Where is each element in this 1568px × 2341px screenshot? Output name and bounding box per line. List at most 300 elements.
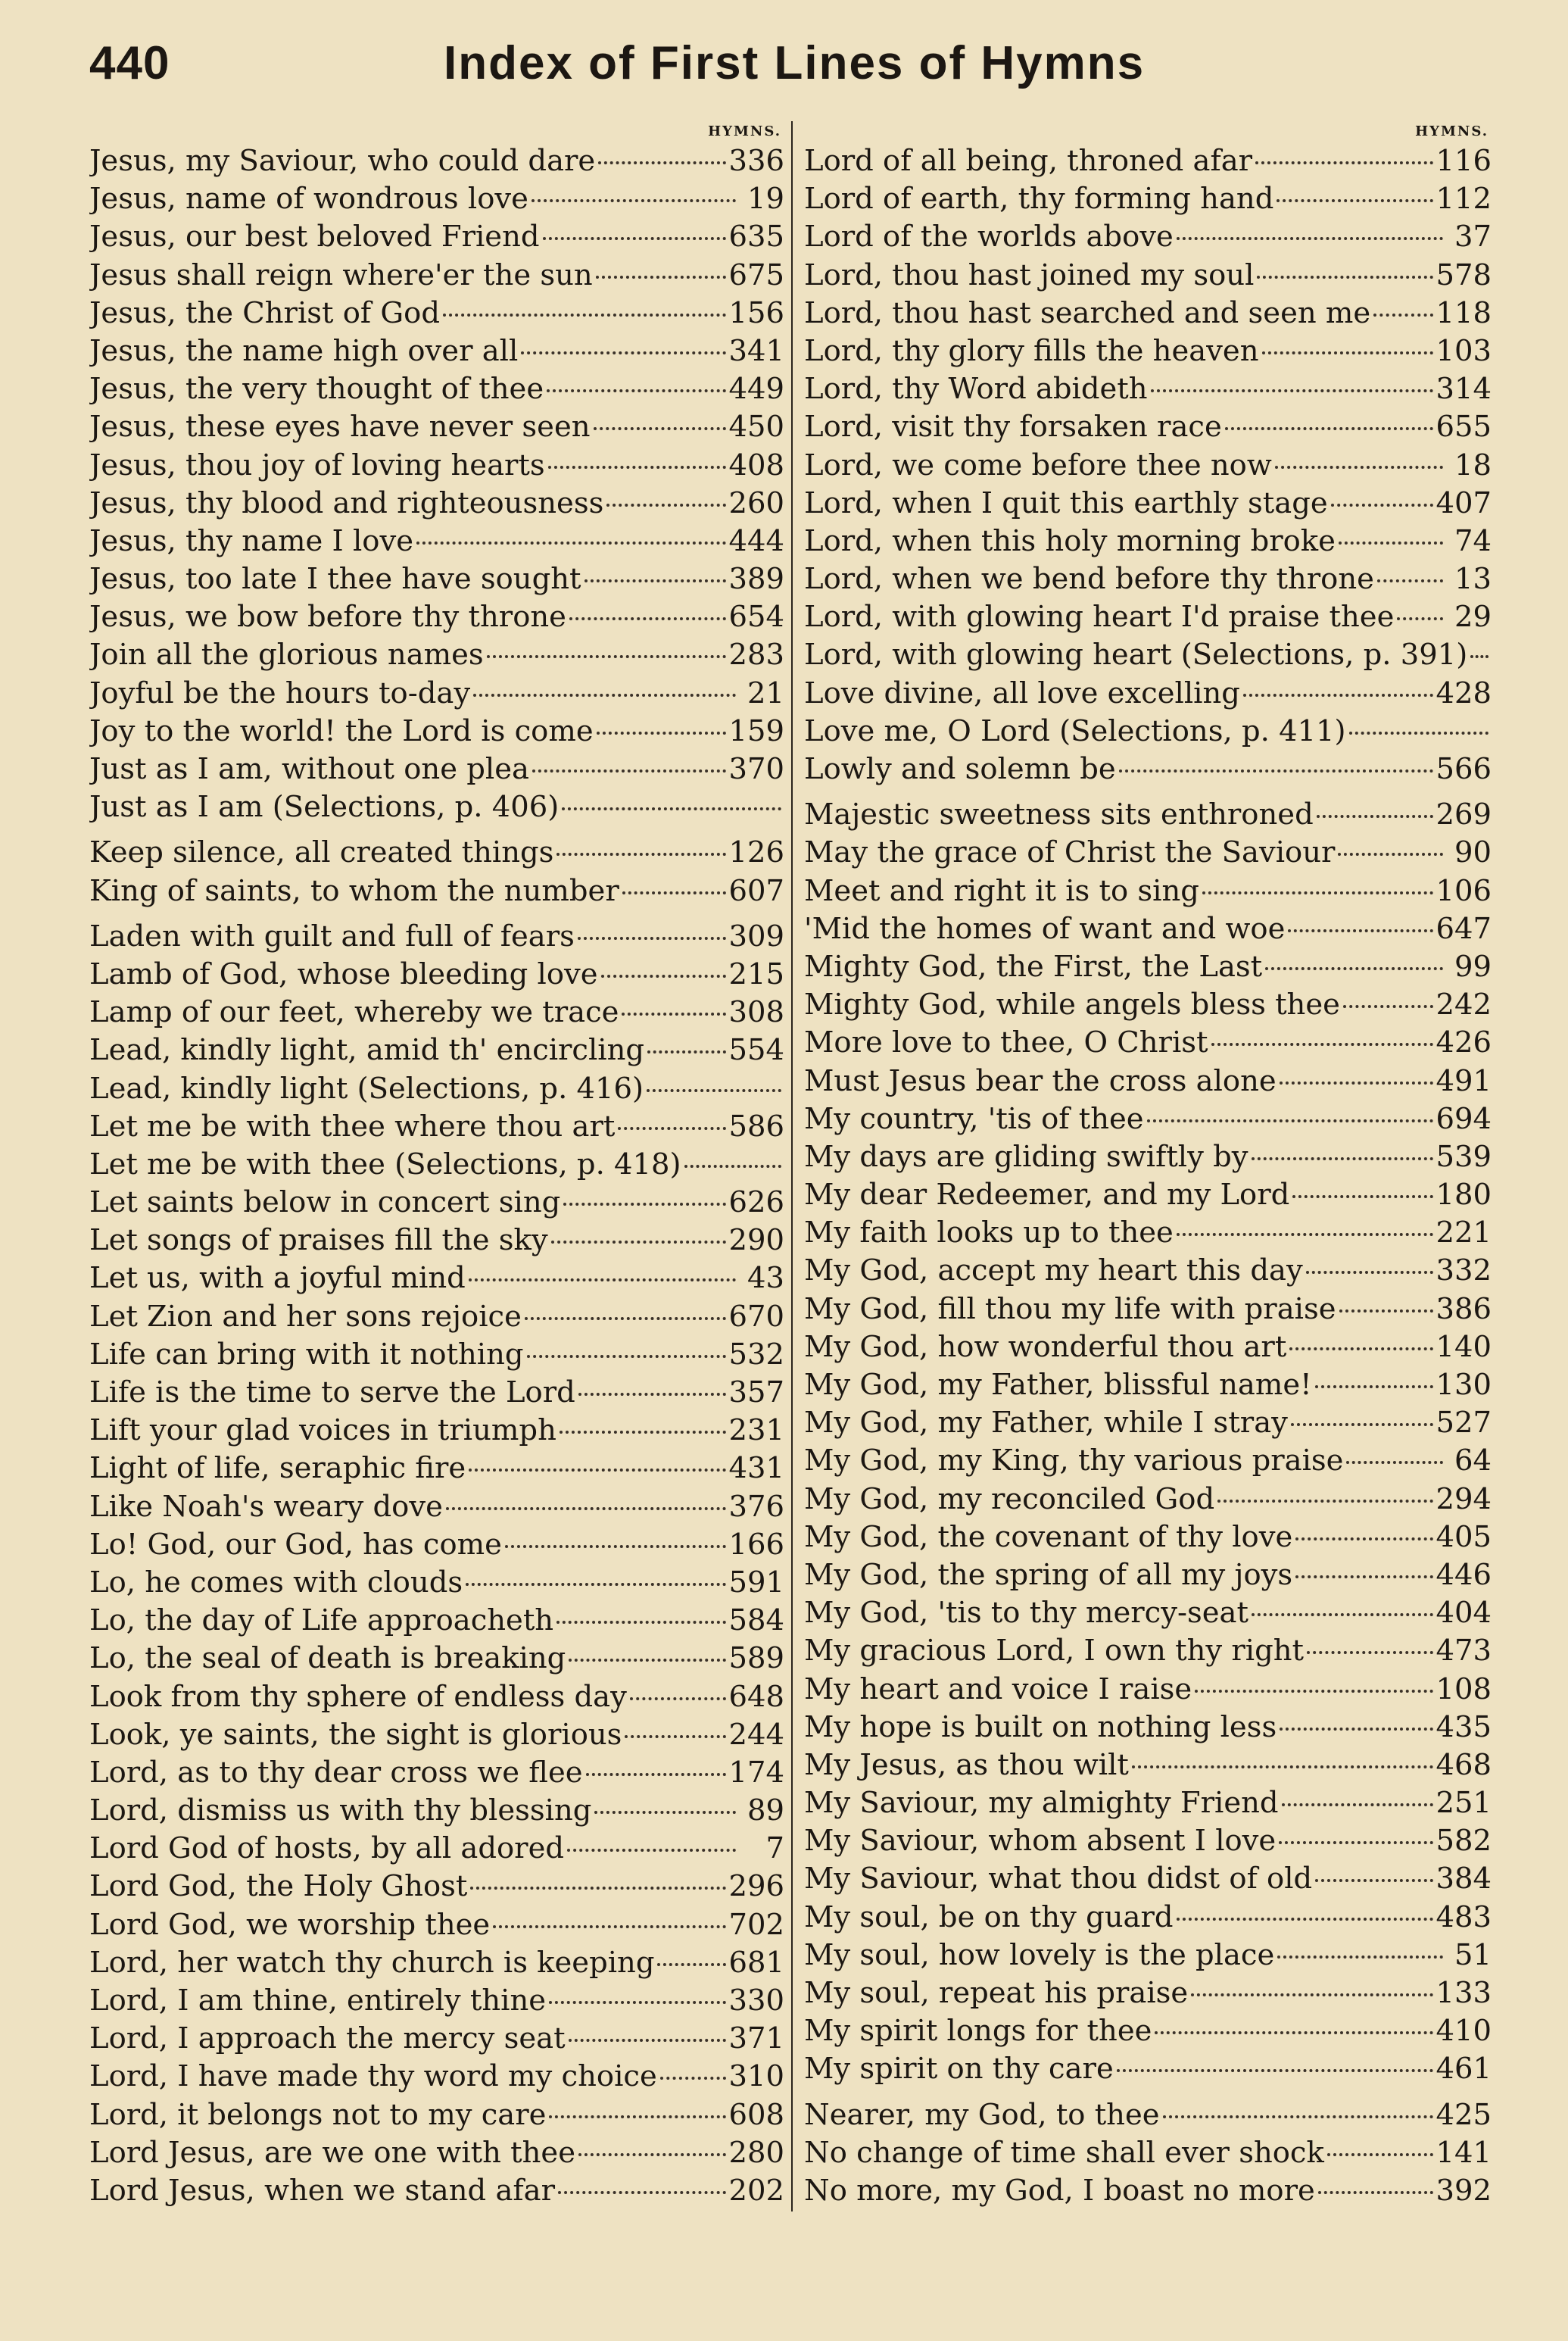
index-entry — [89, 1412, 784, 1450]
index-entry — [804, 218, 1492, 256]
index-entry — [804, 1784, 1492, 1822]
first-line-text: My God, 'tis to thy mercy-seat — [804, 1596, 1248, 1631]
index-entry — [89, 295, 784, 332]
index-entry — [89, 1830, 784, 1868]
dot-leader — [569, 2039, 726, 2042]
first-line-text: My spirit longs for thee — [804, 2014, 1152, 2049]
hymn-number: 89 — [747, 1793, 784, 1828]
dot-leader — [586, 1773, 726, 1776]
dot-leader — [1377, 579, 1443, 582]
index-entry — [89, 2172, 784, 2210]
first-line-text: Mighty God, while angels bless thee — [804, 988, 1340, 1022]
dot-leader — [1289, 1347, 1432, 1350]
hymn-number: 310 — [728, 2059, 784, 2094]
index-entry — [89, 994, 784, 1032]
first-line-text: Jesus, these eyes have never seen — [89, 410, 591, 445]
index-entry — [804, 2134, 1492, 2172]
first-line-text: Jesus, our best beloved Friend — [89, 220, 540, 254]
first-line-text: Lamb of God, whose bleeding love — [89, 957, 598, 991]
hymn-number: 468 — [1436, 1747, 1492, 1782]
dot-leader — [493, 1925, 725, 1928]
index-entry — [89, 1944, 784, 1982]
hymn-number: 231 — [728, 1413, 784, 1448]
hymn-number: 13 — [1454, 562, 1492, 597]
hymn-number: 133 — [1436, 1976, 1492, 2010]
hymn-index-list — [89, 142, 784, 2210]
hymns-column-label: HYMNS. — [1415, 123, 1489, 139]
page-number: 440 — [89, 37, 170, 89]
first-line-text: Let saints below in concert sing — [89, 1185, 561, 1220]
first-line-text: My God, accept my heart this day — [804, 1253, 1303, 1288]
index-entry — [89, 751, 784, 788]
hymn-number: 404 — [1436, 1596, 1492, 1631]
hymn-number: 296 — [728, 1869, 784, 1904]
index-entry — [89, 2096, 784, 2134]
dot-leader — [1252, 1613, 1433, 1616]
index-entry — [89, 2058, 784, 2096]
dot-leader — [1279, 1841, 1432, 1844]
first-line-text: My soul, be on thy guard — [804, 1899, 1174, 1934]
index-entry — [89, 918, 784, 956]
hymn-number: 491 — [1436, 1063, 1492, 1098]
first-line-text: Keep silence, all created things — [89, 835, 554, 870]
index-entry — [89, 1868, 784, 1906]
dot-leader — [473, 694, 736, 697]
first-line-text: Lift your glad voices in triumph — [89, 1413, 556, 1448]
first-line-text: Lo, the seal of death is breaking — [89, 1641, 566, 1676]
hymn-number: 435 — [1436, 1709, 1492, 1744]
first-line-text: Lead, kindly light, amid th' encircling — [89, 1033, 645, 1068]
dot-leader — [647, 1050, 725, 1053]
hymn-index-list — [804, 142, 1492, 2210]
dot-leader — [1257, 276, 1432, 279]
hymn-number: 108 — [1436, 1671, 1492, 1706]
dot-leader — [578, 937, 726, 940]
first-line-text: My God, how wonderful thou art — [804, 1329, 1287, 1364]
hymn-number: 357 — [728, 1375, 784, 1409]
hymn-number: 330 — [728, 1984, 784, 2018]
hymn-number: 428 — [1436, 676, 1492, 710]
hymn-number: 332 — [1436, 1253, 1492, 1288]
dot-leader — [549, 2001, 725, 2004]
index-entry — [804, 295, 1492, 332]
hymn-number: 461 — [1436, 2052, 1492, 2087]
hymn-number: 141 — [1436, 2135, 1492, 2170]
index-entry — [804, 1176, 1492, 1214]
hymn-number: 290 — [728, 1223, 784, 1258]
first-line-text: Life can bring with it nothing — [89, 1337, 524, 1372]
dot-leader — [1282, 1803, 1433, 1806]
first-line-text: Lord of earth, thy forming hand — [804, 182, 1274, 217]
index-entry — [804, 2096, 1492, 2134]
hymn-number: 294 — [1436, 1481, 1492, 1516]
dot-leader — [1191, 1993, 1432, 1996]
dot-leader — [549, 2115, 725, 2118]
first-line-text: Majestic sweetness sits enthroned — [804, 798, 1314, 832]
hymn-number: 118 — [1436, 295, 1492, 330]
first-line-text: Joy to the world! the Lord is come — [89, 713, 594, 748]
first-line-text: Lord, dismiss us with thy blessing — [89, 1793, 592, 1828]
hymn-number: 18 — [1454, 448, 1492, 482]
hymn-number: 43 — [747, 1261, 784, 1296]
hymn-number: 308 — [728, 995, 784, 1030]
hymn-number: 7 — [765, 1831, 784, 1866]
dot-leader — [567, 1849, 736, 1852]
index-entry — [804, 1366, 1492, 1404]
index-entry — [89, 1602, 784, 1640]
hymn-number: 449 — [728, 372, 784, 407]
dot-leader — [1262, 351, 1433, 354]
index-entry — [804, 986, 1492, 1024]
index-entry — [804, 1746, 1492, 1784]
hymn-number: 202 — [728, 2173, 784, 2208]
first-line-text: Lord God of hosts, by all adored — [89, 1831, 565, 1866]
hymn-number: 450 — [728, 410, 784, 445]
dot-leader — [584, 579, 726, 582]
first-line-text: My hope is built on nothing less — [804, 1709, 1277, 1744]
first-line-text: My spirit on thy care — [804, 2052, 1114, 2087]
hymn-number: 215 — [728, 957, 784, 991]
first-line-text: 'Mid the homes of want and woe — [804, 911, 1286, 946]
hymn-number: 473 — [1436, 1634, 1492, 1668]
dot-leader — [416, 542, 725, 545]
hymn-number: 242 — [1436, 988, 1492, 1022]
hymn-number: 527 — [1436, 1406, 1492, 1440]
index-entry — [89, 713, 784, 751]
first-line-text: Lo, the day of Life approacheth — [89, 1603, 554, 1638]
dot-leader — [1217, 1500, 1432, 1503]
first-line-text: Nearer, my God, to thee — [804, 2097, 1160, 2132]
hymn-number: 655 — [1436, 410, 1492, 445]
dot-leader — [469, 1278, 736, 1281]
dot-leader — [547, 389, 725, 392]
dot-leader — [1177, 1233, 1433, 1236]
index-entry — [804, 1632, 1492, 1670]
hymn-number: 376 — [728, 1489, 784, 1524]
first-line-text: Lord, thy Word abideth — [804, 372, 1148, 407]
index-entry — [89, 788, 784, 826]
first-line-text: Lord Jesus, when we stand afar — [89, 2173, 556, 2208]
first-line-text: Let me be with thee where thou art — [89, 1109, 616, 1144]
first-line-text: Lord God, we worship thee — [89, 1907, 491, 1942]
dot-leader — [1339, 1309, 1433, 1313]
hymn-number: 244 — [728, 1717, 784, 1752]
index-entry — [89, 523, 784, 560]
index-entry — [804, 1138, 1492, 1176]
first-line-text: Just as I am, without one plea — [89, 752, 529, 786]
dot-leader — [1327, 2153, 1433, 2156]
first-line-text: Lord, when I quit this earthly stage — [804, 485, 1328, 520]
dot-leader — [1211, 1043, 1433, 1046]
first-line-text: My God, the covenant of thy love — [804, 1519, 1293, 1554]
index-entry — [89, 1450, 784, 1487]
hymn-number: 389 — [728, 562, 784, 597]
first-line-text: Jesus, too late I thee have sought — [89, 562, 581, 597]
hymn-number: 126 — [728, 835, 784, 870]
dot-leader — [1295, 1575, 1432, 1578]
left-column — [89, 121, 784, 2210]
first-line-text: My Saviour, my almighty Friend — [804, 1786, 1279, 1821]
hymn-number: 174 — [728, 1755, 784, 1790]
hymn-number: 647 — [1436, 911, 1492, 946]
hymn-number: 159 — [728, 713, 784, 748]
first-line-text: Lord God, the Holy Ghost — [89, 1869, 468, 1904]
hymn-number: 584 — [728, 1603, 784, 1638]
dot-leader — [525, 1317, 726, 1320]
first-line-text: Lord, thou hast joined my soul — [804, 258, 1255, 292]
index-entry — [804, 636, 1492, 674]
hymn-number: 336 — [728, 144, 784, 178]
dot-leader — [469, 1469, 725, 1472]
dot-leader — [578, 2153, 726, 2156]
dot-leader — [1280, 1082, 1433, 1085]
index-entry — [804, 2050, 1492, 2088]
dot-leader — [1252, 1157, 1433, 1160]
hymn-number: 90 — [1454, 835, 1492, 870]
hymn-number: 446 — [1436, 1557, 1492, 1592]
hymn-number: 386 — [1436, 1291, 1492, 1326]
index-entry — [89, 1716, 784, 1754]
index-entry — [89, 485, 784, 523]
first-line-text: Jesus, the Christ of God — [89, 295, 440, 330]
first-line-text: Lord, as to thy dear cross we flee — [89, 1755, 583, 1790]
dot-leader — [1151, 389, 1433, 392]
hymn-number: 532 — [728, 1337, 784, 1372]
dot-leader — [1147, 1119, 1433, 1122]
index-entry — [89, 1146, 784, 1184]
index-entry — [804, 1594, 1492, 1632]
first-line-text: Jesus, the name high over all — [89, 333, 519, 368]
first-line-text: Jesus, thy name I love — [89, 523, 414, 558]
index-entry — [89, 370, 784, 408]
dot-leader — [1306, 1271, 1433, 1274]
index-entry — [89, 1792, 784, 1830]
first-line-text: Jesus, my Saviour, who could dare — [89, 144, 596, 178]
hymn-number: 405 — [1436, 1519, 1492, 1554]
dot-leader — [1349, 732, 1489, 735]
hymn-number: 410 — [1436, 2014, 1492, 2049]
index-entry — [89, 1564, 784, 1602]
dot-leader — [598, 161, 725, 164]
first-line-text: Jesus, thou joy of loving hearts — [89, 448, 545, 482]
hymns-column-label: HYMNS. — [708, 123, 781, 139]
index-entry — [89, 408, 784, 446]
hymn-number: 260 — [728, 485, 784, 520]
first-line-text: Lord, I am thine, entirely thine — [89, 1984, 547, 2018]
first-line-text: My God, the spring of all my joys — [804, 1557, 1293, 1592]
dot-leader — [578, 1393, 726, 1396]
index-entry — [89, 1070, 784, 1108]
hymn-number: 180 — [1436, 1178, 1492, 1213]
dot-leader — [597, 732, 726, 735]
index-entry — [804, 1519, 1492, 1556]
first-line-text: Jesus, thy blood and righteousness — [89, 485, 604, 520]
hymn-number: 694 — [1436, 1101, 1492, 1136]
first-line-text: My God, my Father, while I stray — [804, 1406, 1288, 1440]
index-entry — [89, 257, 784, 295]
dot-leader — [569, 1659, 725, 1662]
dot-leader — [1343, 1005, 1433, 1008]
hymn-number: 106 — [1436, 873, 1492, 908]
index-entry — [804, 1291, 1492, 1328]
index-entry — [89, 872, 784, 910]
first-line-text: Look from thy sphere of endless day — [89, 1679, 627, 1714]
first-line-text: Lord of all being, throned afar — [804, 144, 1253, 178]
index-entry — [804, 872, 1492, 910]
index-entry — [804, 1063, 1492, 1100]
hymn-number: 156 — [728, 295, 784, 330]
index-entry — [804, 1974, 1492, 2012]
first-line-text: Lord, we come before thee now — [804, 448, 1272, 482]
first-line-text: Let me be with thee (Selections, p. 418) — [89, 1147, 681, 1181]
index-entry — [804, 598, 1492, 636]
index-entry — [89, 560, 784, 598]
hymn-number: 112 — [1436, 182, 1492, 217]
first-line-text: My God, my King, thy various praise — [804, 1444, 1344, 1478]
dot-leader — [657, 1963, 725, 1966]
hymn-number: 309 — [728, 919, 784, 954]
hymn-number: 648 — [728, 1679, 784, 1714]
dot-leader — [1275, 466, 1443, 469]
dot-leader — [563, 1203, 725, 1206]
first-line-text: Lord, her watch thy church is keeping — [89, 1945, 655, 1980]
first-line-text: Meet and right it is to sing — [804, 873, 1199, 908]
hymn-number: 483 — [1436, 1899, 1492, 1934]
first-line-text: Lord, with glowing heart (Selections, p. 391) — [804, 638, 1468, 673]
first-line-text: Lo! God, our God, has come — [89, 1527, 502, 1562]
dot-leader — [505, 1545, 726, 1548]
dot-leader — [625, 1735, 725, 1738]
dot-leader — [1277, 199, 1432, 202]
dot-leader — [556, 853, 725, 856]
first-line-text: Let us, with a joyful mind — [89, 1261, 466, 1296]
dot-leader — [1117, 2069, 1433, 2072]
first-line-text: Let songs of praises fill the sky — [89, 1223, 548, 1258]
index-entry — [804, 485, 1492, 523]
dot-leader — [551, 1241, 726, 1244]
first-line-text: King of saints, to whom the number — [89, 873, 619, 908]
index-entry — [89, 447, 784, 485]
index-entry — [804, 1709, 1492, 1746]
dot-leader — [521, 351, 725, 354]
hymn-number: 21 — [747, 676, 784, 710]
dot-leader — [601, 975, 726, 978]
hymn-number: 103 — [1436, 333, 1492, 368]
hymn-number: 675 — [728, 258, 784, 292]
dot-leader — [1163, 2115, 1433, 2118]
first-line-text: Lord of the worlds above — [804, 220, 1174, 254]
index-entry — [89, 636, 784, 674]
first-line-text: Lord, visit thy forsaken race — [804, 410, 1222, 445]
first-line-text: My Saviour, what thou didst of old — [804, 1862, 1313, 1896]
dot-leader — [531, 199, 736, 202]
hymn-number: 370 — [728, 752, 784, 786]
dot-leader — [532, 769, 726, 773]
first-line-text: My days are gliding swiftly by — [804, 1139, 1248, 1174]
first-line-text: My heart and voice I raise — [804, 1671, 1192, 1706]
index-entry — [804, 1024, 1492, 1062]
index-entry — [804, 1328, 1492, 1366]
index-entry — [804, 523, 1492, 560]
index-entry — [89, 332, 784, 370]
dot-leader — [1177, 237, 1443, 240]
dot-leader — [562, 807, 781, 810]
dot-leader — [1288, 929, 1432, 932]
hymn-number: 589 — [728, 1641, 784, 1676]
first-line-text: May the grace of Christ the Saviour — [804, 835, 1336, 870]
index-entry — [89, 2134, 784, 2172]
index-entry — [89, 1678, 784, 1716]
hymn-number: 608 — [728, 2097, 784, 2132]
hymn-number: 280 — [728, 2135, 784, 2170]
first-line-text: Laden with guilt and full of fears — [89, 919, 575, 954]
first-line-text: Like Noah's weary dove — [89, 1489, 443, 1524]
first-line-text: Lord, with glowing heart I'd praise thee — [804, 600, 1395, 635]
dot-leader — [630, 1697, 726, 1700]
dot-leader — [1243, 694, 1433, 697]
dot-leader — [558, 2191, 725, 2194]
dot-leader — [1202, 891, 1433, 894]
dot-leader — [660, 2077, 726, 2080]
dot-leader — [647, 1089, 781, 1092]
hymn-number: 586 — [728, 1109, 784, 1144]
first-line-text: More love to thee, O Christ — [804, 1025, 1208, 1060]
first-line-text: Look, ye saints, the sight is glorious — [89, 1717, 622, 1752]
dot-leader — [466, 1583, 725, 1586]
hymn-number: 371 — [728, 2021, 784, 2056]
index-entry — [89, 1754, 784, 1792]
index-entry — [804, 1822, 1492, 1860]
dot-leader — [594, 1811, 736, 1814]
index-entry — [804, 447, 1492, 485]
dot-leader — [1470, 655, 1489, 658]
hymn-number: 221 — [1436, 1216, 1492, 1250]
index-entry — [89, 218, 784, 256]
dot-leader — [1195, 1690, 1432, 1693]
hymn-number: 578 — [1436, 258, 1492, 292]
hymn-number: 251 — [1436, 1786, 1492, 1821]
dot-leader — [1331, 504, 1433, 507]
first-line-text: Let Zion and her sons rejoice — [89, 1299, 522, 1334]
first-line-text: No change of time shall ever shock — [804, 2135, 1324, 2170]
dot-leader — [1317, 815, 1433, 818]
index-entry — [89, 1336, 784, 1374]
index-entry — [89, 1032, 784, 1069]
dot-leader — [1255, 161, 1432, 164]
hymn-number: 654 — [728, 600, 784, 635]
index-entry — [89, 180, 784, 218]
dot-leader — [446, 1507, 726, 1510]
hymn-number: 74 — [1454, 523, 1492, 558]
dot-leader — [1295, 1537, 1432, 1540]
index-entry — [804, 1481, 1492, 1519]
dot-leader — [622, 1013, 725, 1016]
first-line-text: Mighty God, the First, the Last — [804, 949, 1263, 984]
first-line-text: Lord, I have made thy word my choice — [89, 2059, 657, 2094]
dot-leader — [1338, 853, 1443, 856]
first-line-text: My soul, how lovely is the place — [804, 1937, 1275, 1972]
hymn-number: 626 — [728, 1185, 784, 1220]
index-entry — [89, 1298, 784, 1336]
first-line-text: Jesus, the very thought of thee — [89, 372, 544, 407]
index-entry — [89, 1526, 784, 1564]
dot-leader — [618, 1127, 725, 1130]
index-entry — [804, 1100, 1492, 1138]
dot-leader — [1318, 2191, 1433, 2194]
index-entry — [804, 370, 1492, 408]
index-entry — [804, 332, 1492, 370]
dot-leader — [548, 466, 726, 469]
